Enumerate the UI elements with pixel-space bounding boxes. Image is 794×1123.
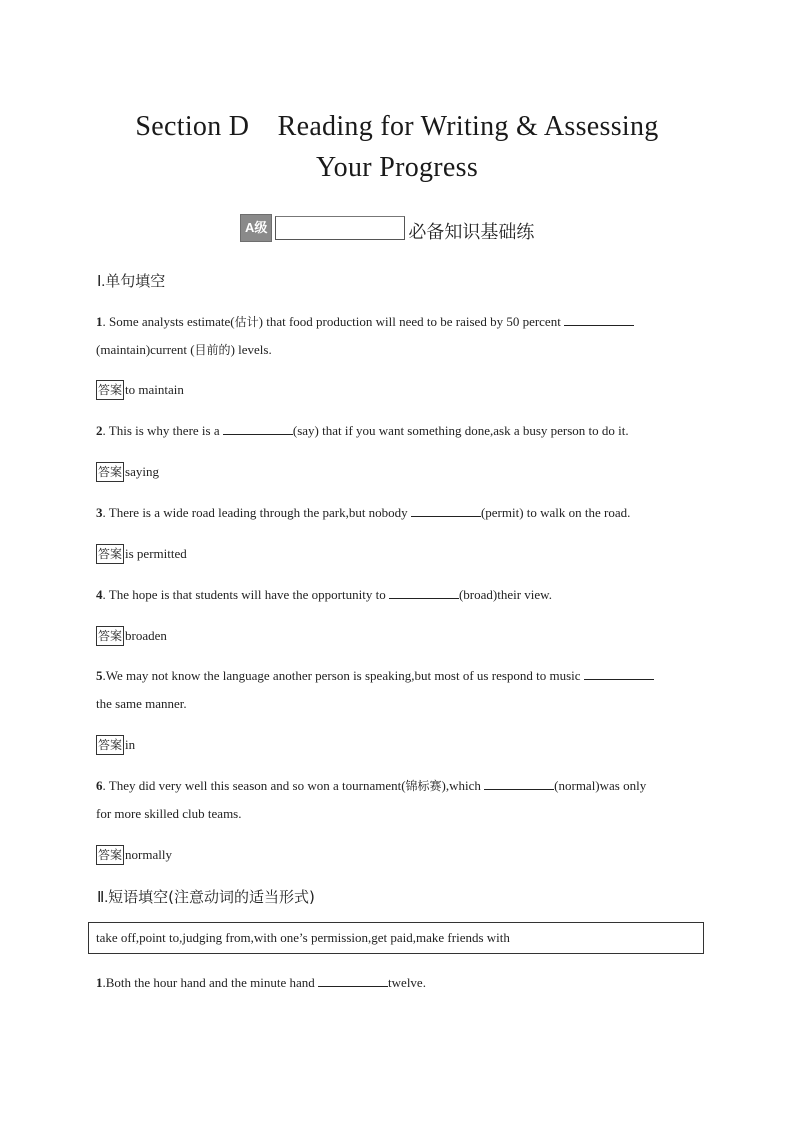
level-badge: A级 (240, 214, 272, 242)
question-text: . This is why there is a (102, 423, 223, 438)
question-gloss: 锦标赛 (405, 779, 442, 793)
answer-1 (96, 380, 184, 400)
question-number: 2 (96, 423, 103, 438)
answer-4 (96, 626, 167, 646)
level-header (240, 212, 534, 244)
question-text: . The hope is that students will have the opportunity to (102, 587, 389, 602)
phrase-bank: take off,point to,judging from,with one’s permission,get paid,make friends with (88, 922, 704, 954)
question-number: 3 (96, 505, 103, 520)
answer-blank[interactable] (318, 973, 388, 987)
level-box (275, 216, 405, 240)
answer-label: 答案 (96, 626, 124, 646)
answer-blank[interactable] (564, 312, 634, 326)
question-text: (normal)was only (554, 778, 647, 793)
question-text: the same manner. (96, 696, 187, 711)
question-5 (96, 662, 696, 718)
question-2 (96, 417, 696, 445)
answer-label: 答案 (96, 462, 124, 482)
level-title: 必备知识基础练 (408, 222, 535, 243)
section2-roman: Ⅱ. (97, 890, 109, 906)
answer-text: in (125, 737, 136, 752)
question-6 (96, 772, 696, 828)
answer-label: 答案 (96, 544, 124, 564)
question-text: twelve. (388, 975, 426, 990)
question-text: ) that food production will need to be raised by 50 percent (258, 314, 565, 329)
answer-text: broaden (125, 628, 167, 643)
question-text: ),which (441, 778, 485, 793)
question-number: 4 (96, 587, 103, 602)
question-text: . Some analysts estimate( (102, 314, 235, 329)
section1-heading (97, 270, 165, 291)
question-text: (maintain)current ( (96, 342, 195, 357)
page-title-line1: Section D Reading for Writing & Assessing (135, 111, 659, 142)
answer-blank[interactable] (584, 666, 654, 680)
answer-blank[interactable] (223, 421, 293, 435)
question-text: . There is a wide road leading through the park,but nobody (102, 505, 411, 520)
answer-text: saying (125, 464, 159, 479)
answer-6 (96, 845, 172, 865)
question-text: .Both the hour hand and the minute hand (102, 975, 319, 990)
question-text: for more skilled club teams. (96, 806, 242, 821)
answer-2 (96, 462, 159, 482)
section1-title: 单句填空 (105, 272, 166, 290)
question-text: ) levels. (230, 342, 272, 357)
answer-label: 答案 (96, 845, 124, 865)
answer-label: 答案 (96, 735, 124, 755)
question-number: 1 (96, 314, 103, 329)
question-gloss: 目前的 (194, 343, 231, 357)
question-number: 1 (96, 975, 103, 990)
answer-blank[interactable] (484, 776, 554, 790)
question-2-1 (96, 969, 696, 997)
answer-5 (96, 735, 135, 755)
answer-label: 答案 (96, 380, 124, 400)
answer-text: to maintain (125, 382, 184, 397)
answer-text: is permitted (125, 546, 187, 561)
section2-heading (97, 886, 315, 907)
question-text: (broad)their view. (458, 587, 552, 602)
answer-blank[interactable] (389, 585, 459, 599)
question-1 (96, 308, 696, 364)
page-title-line2: Your Progress (315, 152, 479, 183)
section1-roman: Ⅰ. (97, 274, 106, 290)
answer-text: normally (125, 847, 172, 862)
question-number: 6 (96, 778, 103, 793)
question-gloss: 估计 (234, 315, 259, 329)
section2-title: 短语填空(注意动词的适当形式) (108, 888, 315, 906)
question-text: (say) that if you want something done,ask a busy person to do it. (292, 423, 629, 438)
question-text: . They did very well this season and so won a tournament( (102, 778, 406, 793)
question-3 (96, 499, 696, 527)
question-number: 5 (96, 668, 103, 683)
answer-blank[interactable] (411, 503, 481, 517)
question-text: .We may not know the language another person is speaking,but most of us respond to music (102, 668, 584, 683)
answer-3 (96, 544, 187, 564)
question-text: (permit) to walk on the road. (480, 505, 631, 520)
question-4 (96, 581, 696, 609)
